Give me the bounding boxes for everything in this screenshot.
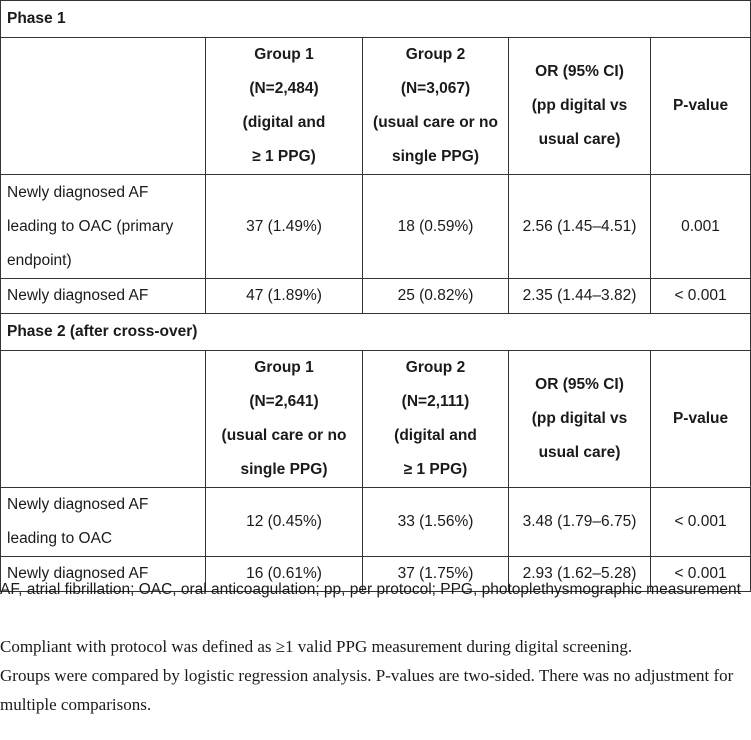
header-line: usual care)	[538, 444, 621, 461]
group2-header	[363, 351, 509, 488]
group1-value: 37 (1.49%)	[206, 175, 363, 279]
header-line: (usual care or no	[221, 427, 347, 444]
header-line: usual care)	[538, 131, 621, 148]
or-value: 2.35 (1.44–3.82)	[509, 279, 651, 314]
header-line: (pp digital vs	[531, 410, 628, 427]
header-line: Group 1	[254, 359, 314, 376]
section-title: Phase 1	[1, 1, 751, 38]
section-row	[1, 1, 751, 38]
pvalue-header: P-value	[651, 38, 751, 175]
header-line: single PPG)	[240, 461, 328, 478]
table-notes	[0, 632, 751, 719]
or-header	[509, 351, 651, 488]
group1-header	[206, 38, 363, 175]
group2-value: 18 (0.59%)	[363, 175, 509, 279]
or-value: 2.93 (1.62–5.28)	[509, 557, 651, 592]
label-line: leading to OAC	[7, 530, 113, 547]
header-line: Group 2	[405, 359, 466, 376]
abbreviations-footnote: AF, atrial fibrillation; OAC, oral anticoagulation; pp, per protocol; PPG, photoplethysmographic measurement	[0, 581, 741, 598]
or-header	[509, 38, 651, 175]
note-paragraph: Compliant with protocol was defined as ≥1 valid PPG measurement during digital screening.	[0, 637, 633, 656]
group2-value: 25 (0.82%)	[363, 279, 509, 314]
header-line: OR (95% CI)	[535, 376, 624, 393]
group1-value: 12 (0.45%)	[206, 488, 363, 557]
label-line: Newly diagnosed AF	[7, 496, 149, 513]
row-label	[1, 175, 206, 279]
pvalue-value: 0.001	[651, 175, 751, 279]
header-line: (N=2,484)	[249, 80, 319, 97]
group1-header	[206, 351, 363, 488]
group1-value: 47 (1.89%)	[206, 279, 363, 314]
table-row	[1, 175, 751, 279]
note-paragraph: Groups were compared by logistic regression analysis. P-values are two-sided. There was no adjustment for multiple comparisons.	[0, 666, 734, 714]
header-empty-cell	[1, 351, 206, 488]
header-line: (digital and	[242, 114, 326, 131]
row-label	[1, 279, 206, 314]
header-line: (digital and	[394, 427, 477, 444]
header-line: OR (95% CI)	[535, 63, 624, 80]
or-value: 3.48 (1.79–6.75)	[509, 488, 651, 557]
row-label	[1, 488, 206, 557]
header-line: Group 1	[254, 46, 314, 63]
header-line: (N=2,641)	[249, 393, 319, 410]
label-line: Newly diagnosed AF	[7, 287, 149, 304]
header-row	[1, 351, 751, 488]
or-value: 2.56 (1.45–4.51)	[509, 175, 651, 279]
group2-value: 37 (1.75%)	[363, 557, 509, 592]
group1-value: 16 (0.61%)	[206, 557, 363, 592]
group2-header	[363, 38, 509, 175]
header-line: ≥ 1 PPG)	[252, 148, 316, 165]
label-line: Newly diagnosed AF	[7, 183, 149, 201]
section-title: Phase 2 (after cross-over)	[1, 314, 751, 351]
header-line: single PPG)	[392, 148, 479, 165]
table-row	[1, 279, 751, 314]
header-line: (usual care or no	[373, 114, 498, 131]
label-line: Newly diagnosed AF	[7, 565, 149, 582]
label-line: endpoint)	[7, 251, 72, 269]
pvalue-header: P-value	[651, 351, 751, 488]
header-line: (pp digital vs	[531, 97, 628, 114]
section-row	[1, 314, 751, 351]
group2-value: 33 (1.56%)	[363, 488, 509, 557]
header-line: (N=2,111)	[401, 393, 470, 410]
header-line: ≥ 1 PPG)	[403, 461, 468, 478]
header-line: (N=3,067)	[400, 80, 471, 97]
table-row	[1, 488, 751, 557]
pvalue-value: < 0.001	[651, 279, 751, 314]
header-empty-cell	[1, 38, 206, 175]
pvalue-value: < 0.001	[651, 488, 751, 557]
header-row	[1, 38, 751, 175]
pvalue-value: < 0.001	[651, 557, 751, 592]
label-line: leading to OAC (primary	[7, 217, 174, 235]
header-line: Group 2	[405, 46, 466, 63]
